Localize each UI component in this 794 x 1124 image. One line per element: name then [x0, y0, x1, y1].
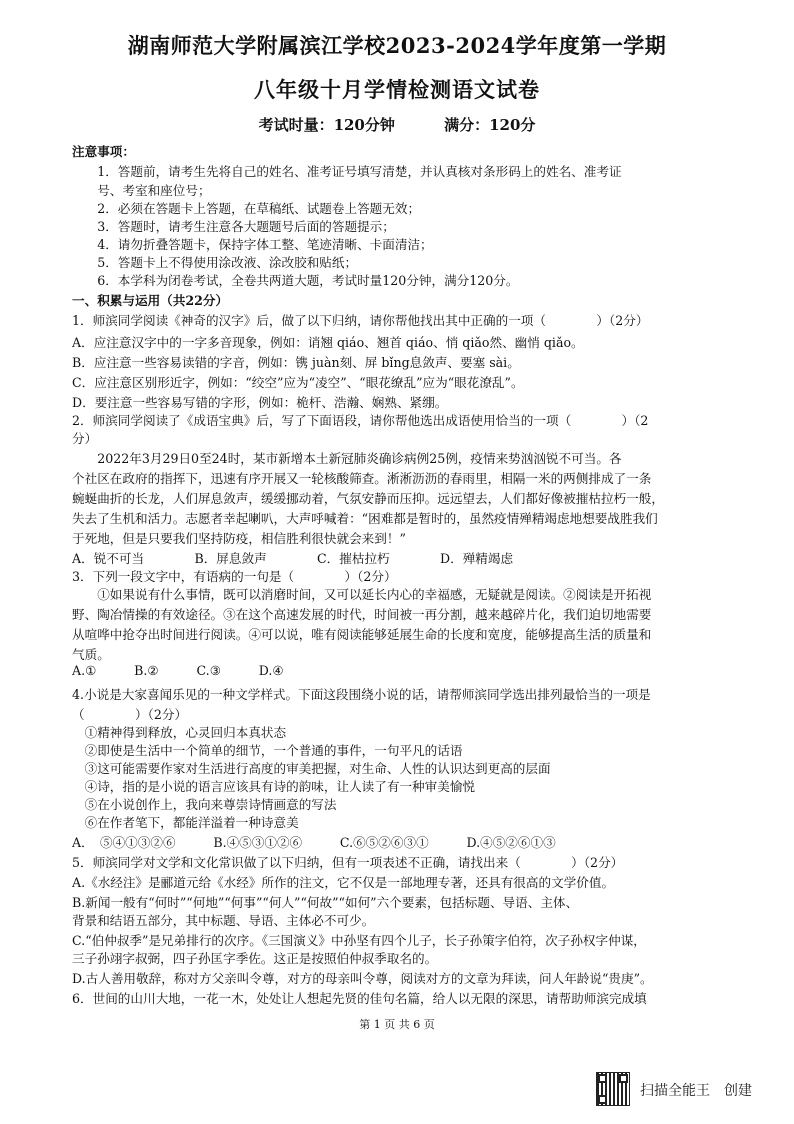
text-line: 5．师滨同学对文学和文化常识做了以下归纳，但有一项表述不正确，请找出来（ ）（2分） [72, 855, 624, 870]
exam-time: 考试时量：120分钟 [258, 116, 395, 134]
text-line: 从喧哗中抢夺出时间进行阅读。④可以说，唯有阅读能够延展生命的长度和宽度，能够提高生活的质量和 [72, 627, 652, 642]
text-line: 失去了生机和活力。志愿者幸起喇叭，大声呼喊着：“困难都是暂时的，虽然疫情殚精竭虑地想要战胜我们 [72, 511, 658, 526]
text-line: 号、考室和座位号； [72, 183, 211, 198]
text-line: 1．答题前，请考生先将自己的姓名、准考证号填写清楚，并认真核对条形码上的姓名、准考证 [72, 164, 622, 179]
text-line: A.① B.② C.③ D.④ [72, 663, 284, 678]
text-line: ①如果说有什么事情，既可以消磨时间，又可以延长内心的幸福感，无疑就是阅读。②阅读是开拓视 [72, 587, 652, 602]
text-line: 3．下列一段文字中，有语病的一句是（ ）（2分） [72, 569, 397, 584]
text-line: 5．答题卡上不得使用涂改液、涂改胶和贴纸； [72, 255, 358, 270]
text-line: 分） [72, 431, 98, 446]
text-line: A． ⑤④①③②⑥ B.④⑤③①②⑥ C.⑥⑤②⑥③① D.④⑤②⑥①③ [72, 835, 556, 850]
text-line: ④诗，指的是小说的语言应该具有诗的韵味，让人读了有一种审美愉悦 [72, 779, 475, 794]
text-line: 2．师滨同学阅读了《成语宝典》后，写了下面语段，请你帮他选出成语使用恰当的一项（ ）（2 [72, 413, 649, 428]
text-line: A.《水经注》是郦道元给《水经》所作的注文，它不仅是一部地理专著，还具有很高的文学价值。 [72, 875, 615, 890]
text-line: 2022年3月29日0至24时，某市新增本土新冠肺炎确诊病例25例，疫情来势汹汹锐不可当。各 [72, 451, 622, 466]
text-line: 6．世间的山川大地，一花一木，处处让人想起先贤的佳句名篇，给人以无限的深思，请帮助师滨完成填 [72, 991, 647, 1006]
text-line: 注意事项： [72, 144, 135, 159]
text-line: 2．必须在答题卡上答题，在草稿纸、试题卷上答题无效； [72, 201, 421, 216]
text-line: C．应注意区别形近字，例如：“绞空”应为“凌空”、“眼花缭乱”应为“眼花潦乱”。 [72, 375, 524, 390]
text-line: A．锐不可当 B．屏息敛声 C．摧枯拉朽 D．殚精竭虑 [72, 551, 514, 566]
exam-info [0, 114, 794, 135]
text-line: 三子孙翊字叔弼，四子孙匡字季佐。这正是按照伯仲叔季取名的。 [72, 951, 438, 966]
text-line: D．要注意一些容易写错的字形，例如：桅杆、浩瀚、娴熟、紧绷。 [72, 395, 448, 410]
text-line: 6．本学科为闭卷考试，全卷共两道大题，考试时量120分钟，满分120分。 [72, 273, 519, 288]
text-line: 蜿蜒曲折的长龙，人们屏息敛声，缓缓挪动着，气氛安静而压抑。远远望去，人们都好像被摧枯拉朽一般， [72, 491, 664, 506]
text-line: 4．请勿折叠答题卡，保持字体工整、笔迹清晰、卡面清洁； [72, 237, 433, 252]
text-line: B．应注意一些容易读错的字音，例如：镌 juàn刻、屏 bǐng息敛声、要塞 sài。 [72, 355, 520, 370]
scanner-watermark: 扫描全能王 创建 [640, 1083, 752, 1099]
exam-score: 满分：120分 [444, 116, 536, 134]
exam-school-title: 湖南师范大学附属滨江学校2023-2024学年度第一学期 [127, 33, 667, 58]
text-line: ①精神得到释放，心灵回归本真状态 [72, 725, 287, 740]
text-line: 气质。 [72, 647, 110, 662]
text-line: B.新闻一般有“何时”“何地”“何事”“何人”“何故”“如何”六个要素，包括标题、导语、主体、 [72, 895, 579, 910]
text-line: ⑥在作者笔下，都能洋溢着一种诗意美 [72, 815, 299, 830]
text-line: 背景和结语五部分，其中标题、导语、主体必不可少。 [72, 913, 375, 928]
text-line: 野、陶冶情操的有效途径。③在这个高速发展的时代，时间被一再分割，越来越碎片化，我们迫切地需要 [72, 607, 652, 622]
exam-subtitle: 八年级十月学情检测语文试卷 [254, 77, 540, 102]
text-line: 4.小说是大家喜闻乐见的一种文学样式。下面这段围绕小说的话，请帮师滨同学选出排列最恰当的一项是 [72, 687, 651, 702]
text-line: 一、积累与运用（共22分） [72, 293, 229, 308]
text-line: D.古人善用敬辞，称对方父亲叫令尊，对方的母亲叫令尊，阅读对方的文章为拜读，问人年龄说“贵庚”。 [72, 971, 653, 986]
text-line: 3．答题时，请考生注意各大题题号后面的答题提示； [72, 219, 395, 234]
text-line: 1．师滨同学阅读《神奇的汉字》后，做了以下归纳，请你帮他找出其中正确的一项（ ）（2分） [72, 313, 649, 328]
page-number: 第 1 页 共 6 页 [359, 1018, 435, 1031]
text-line: ⑤在小说创作上，我向来尊崇诗情画意的写法 [72, 797, 337, 812]
text-line: （ ）（2分） [72, 707, 188, 722]
text-line: A．应注意汉字中的一字多音现象，例如：诮翘 qiáo、翘首 qiáo、悄 qiǎo然、幽悄 qiǎo。 [72, 335, 584, 350]
text-line: 个社区在政府的指挥下，迅速有序开展又一轮核酸筛查。淅淅沥沥的春雨里，相隔一米的两侧排成了一条 [72, 471, 652, 486]
qr-code-icon [596, 1072, 630, 1106]
text-line: ②即使是生活中一个简单的细节，一个普通的事件，一句平凡的话语 [72, 743, 463, 758]
text-line: C.“伯仲叔季”是兄弟排行的次序。《三国演义》中孙坚有四个儿子，长子孙策字伯符，次子孙权字仲谋， [72, 933, 646, 948]
text-line: 于死地，但是只要我们坚持防疫，相信胜利很快就会来到！” [72, 531, 406, 546]
text-line: ③这可能需要作家对生活进行高度的审美把握，对生命、人性的认识达到更高的层面 [72, 761, 551, 776]
